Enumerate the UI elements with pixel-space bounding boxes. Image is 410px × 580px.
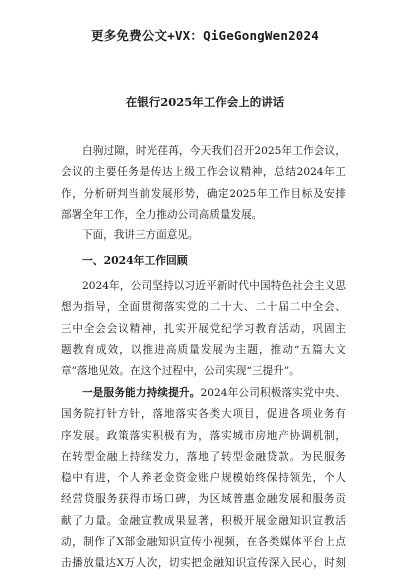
text-line: 国务院打针方针，落地落实各类大项目，促进各项业务有	[61, 408, 346, 421]
text-line: 作，分析研判当前发展形势，确定2025年工作目标及安排	[61, 187, 346, 200]
text-line: 白驹过隙，时光荏苒，今天我们召开2025年工作会议，	[82, 145, 346, 157]
review-paragraph	[61, 276, 346, 382]
text-line-first	[61, 383, 346, 404]
point1-paragraph	[61, 383, 346, 575]
promo-banner: 更多免费公文+VX：QiGeGongWen2024	[91, 28, 319, 43]
text-line: 想为指导，全面贯彻落实党的二十大、二十届二中全会、	[61, 301, 346, 314]
text-line: 会议的主要任务是传达上级工作会议精神，总结2024年工	[61, 166, 346, 179]
section-heading: 一、2024年工作回顾	[82, 254, 188, 267]
point-lead-rest: 2024年公司积极落实党中央、	[200, 387, 346, 399]
document-title: 在银行2025年工作会上的讲话	[125, 95, 285, 109]
text-line: 动，制作了X部金融知识宣传小视频，在各类媒体平台上点	[61, 536, 346, 549]
text-line: 经营贷服务获得市场口碑，为区域普惠金融发展和服务贡	[61, 493, 346, 506]
text-line: 2024年，公司坚持以习近平新时代中国特色社会主义思	[82, 280, 346, 292]
point-lead: 一是服务能力持续提升。	[82, 387, 201, 399]
text-line: 章”落地见效。在这个过程中，公司实现“三提升”。	[61, 365, 300, 378]
text-line: 部署全年工作，全力推动公司高质量发展。	[61, 208, 263, 221]
text-line: 序发展。政策落实积极有为，落实城市房地产协调机制，	[61, 429, 346, 442]
transition-paragraph	[61, 225, 346, 246]
text-line: 献了力量。金融宣教成果显著，积极开展金融知识宣教活	[61, 514, 346, 527]
text-line: 稳中有进，个人养老金资金账户规模始终保持领先，个人	[61, 472, 346, 485]
text-line: 下面，我讲三方面意见。	[82, 229, 199, 241]
intro-paragraph	[61, 141, 346, 226]
text-line: 三中全会会议精神，扎实开展党纪学习教育活动，巩固主	[61, 322, 346, 335]
text-line: 击播放量达X万人次，切实把金融知识宣传深入民心，时刻	[61, 557, 346, 570]
text-line: 题教育成效，以推进高质量发展为主题，推动“五篇大文	[61, 343, 346, 356]
text-line: 在转型金融上持续发力，落地了转型金融贷款。为民服务	[61, 450, 346, 463]
